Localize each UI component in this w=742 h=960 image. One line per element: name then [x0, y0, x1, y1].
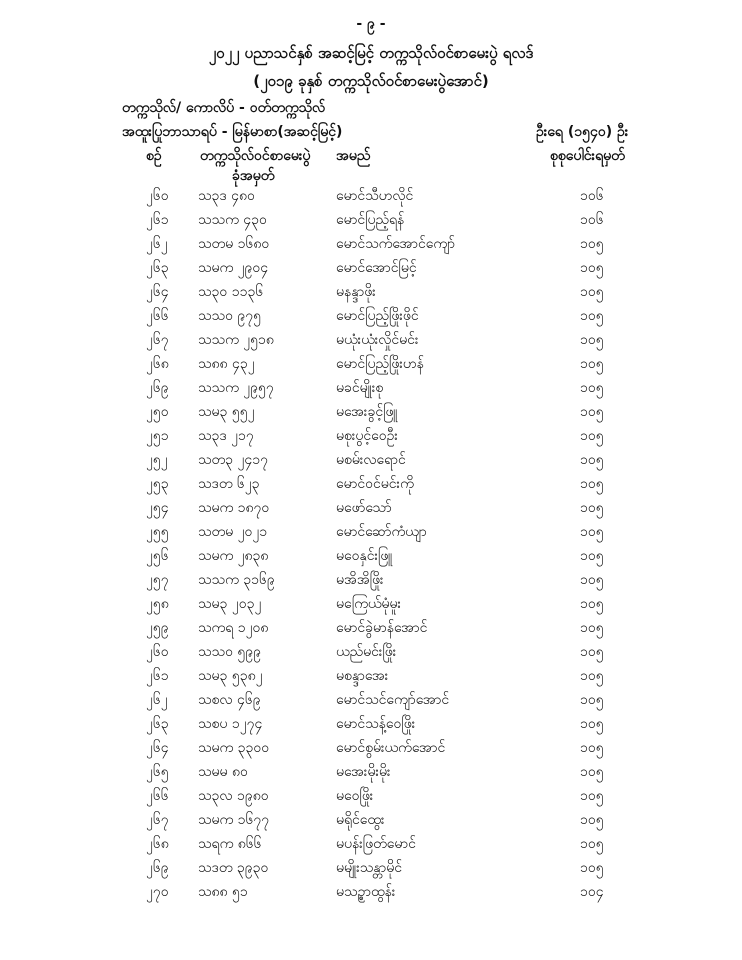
table-row [0, 714, 742, 738]
total-mark: ၁၀၅ [580, 308, 604, 324]
student-name: မောင်သက်အောင်ကျော် [336, 236, 456, 252]
roll-number: သစပ ၁၂၇၄ [198, 716, 263, 732]
header-name: အမည် [336, 148, 371, 164]
row-number: ၂၆၉ [146, 860, 169, 876]
student-name: မောင်ခွဲမာန်အောင် [336, 620, 428, 636]
row-number: ၂၆၀ [146, 644, 169, 660]
total-mark: ၁၀၅ [580, 548, 604, 564]
total-mark: ၁၀၆ [580, 188, 604, 204]
total-mark: ၁၀၅ [580, 500, 604, 516]
roll-number: သသက ၂၉၅၇ [198, 380, 274, 396]
table-row [0, 354, 742, 378]
student-name: မခင်မျိုးစု [336, 380, 384, 396]
row-number: ၂၆၄ [146, 740, 169, 756]
row-number: ၂၅၆ [146, 548, 169, 564]
row-number: ၂၅၅ [146, 524, 169, 540]
roll-number: သတမ ၂၀၂၁ [198, 524, 268, 540]
row-number: ၂၅၇ [146, 572, 169, 588]
table-row [0, 498, 742, 522]
roll-number: သ၈၈ ၅၁ [198, 884, 248, 900]
student-name: မအေးခွင့်ဖြူ [336, 404, 398, 420]
roll-number: သ၃ဒ ၄၈၀ [198, 188, 255, 204]
student-name: မောင်အောင်မြင့် [336, 260, 417, 276]
row-number: ၂၆၈ [146, 836, 169, 852]
document-subtitle: (၂၀၁၉ ခုနှစ် တက္ကသိုလ်ဝင်စာမေးပွဲအောင်) [253, 72, 489, 90]
total-mark: ၁၀၅ [580, 740, 604, 756]
student-name: မရိုင်ထွေး [336, 812, 385, 828]
table-row [0, 570, 742, 594]
roll-number: သမ၃ ၅၅၂ [198, 404, 255, 420]
table-row [0, 402, 742, 426]
student-name: မနန္ဒာဖိုး [336, 284, 376, 300]
total-mark: ၁၀၄ [580, 884, 604, 900]
student-name: မသဉ္စာထွန်း [336, 884, 396, 900]
roll-number: သ၃ဒ ၂၁၇ [198, 428, 254, 444]
student-name: မဝေနှင်းဖြူ [336, 548, 393, 564]
student-name: မောင်သန့်ဝေဖြိုး [336, 716, 416, 732]
total-mark: ၁၀၅ [580, 428, 604, 444]
table-row [0, 474, 742, 498]
roll-number: သမက ၁၈၇၀ [198, 500, 270, 516]
table-row [0, 762, 742, 786]
row-number: ၂၆၇ [146, 332, 169, 348]
total-mark: ၁၀၆ [580, 212, 604, 228]
student-name: မောင်ဆော်ကံယျာ [336, 524, 427, 540]
student-name: မဝေဖြိုး [336, 788, 374, 804]
total-mark: ၁၀၅ [580, 452, 604, 468]
student-name: မပန်းဖြတ်မောင် [336, 836, 416, 852]
total-mark: ၁၀၅ [580, 836, 604, 852]
total-mark: ၁၀၅ [580, 668, 604, 684]
student-name: မောင်စွမ်းယက်အောင် [336, 740, 446, 756]
row-number: ၂၆၈ [146, 356, 169, 372]
subject-line: အထူးပြုဘာသာရပ် - မြန်မာစာ(အဆင့်မြင့်) [122, 124, 343, 140]
row-number: ၂၅၁ [146, 428, 169, 444]
table-row [0, 690, 742, 714]
student-name: မောင်သင်ကျော်အောင် [336, 692, 450, 708]
table-row [0, 330, 742, 354]
total-mark: ၁၀၅ [580, 596, 604, 612]
roll-number: သမက ၃၃၀၀ [198, 740, 270, 756]
table-row [0, 546, 742, 570]
row-number: ၂၆၂ [146, 692, 168, 708]
row-number: ၂၆၆ [146, 308, 169, 324]
roll-number: သမ၃ ၂၀၃၂ [198, 596, 262, 612]
header-mark: စုစုပေါင်းရမှတ် [550, 148, 625, 164]
row-number: ၂၆၉ [146, 380, 169, 396]
table-row [0, 594, 742, 618]
total-mark: ၁၀၅ [580, 380, 604, 396]
total-mark: ၁၀၅ [580, 332, 604, 348]
table-row [0, 378, 742, 402]
row-number: ၂၆၆ [146, 788, 169, 804]
table-row [0, 882, 742, 906]
total-mark: ၁၀၅ [580, 284, 604, 300]
roll-number: သသ၀ ၉၇၅ [198, 308, 262, 324]
total-mark: ၁၀၅ [580, 620, 604, 636]
roll-number: သတမ ၁၆၈၀ [198, 236, 270, 252]
student-name: မယုံးယုံးလှိုင်မင်း [336, 332, 419, 348]
roll-number: သဒတ ၃၉၃၀ [198, 860, 269, 876]
document-title: ၂၀၂၂ ပညာသင်နှစ် အဆင့်မြင့် တက္ကသိုလ်ဝင်စာမေးပွဲ ရလဒ် [208, 44, 534, 62]
row-number: ၂၆၁ [146, 668, 169, 684]
roll-number: သမမ ၈၀ [198, 764, 248, 780]
total-mark: ၁၀၅ [580, 476, 604, 492]
student-name: မောင်ဝင်မင်းကို [336, 476, 414, 492]
total-mark: ၁၀၅ [580, 812, 604, 828]
row-number: ၂၆၀ [146, 188, 169, 204]
student-name: မကြေယ်မုံမူး [336, 596, 402, 612]
table-row [0, 786, 742, 810]
roll-number: သဒတ ၆၂၃ [198, 476, 260, 492]
row-number: ၂၅၄ [146, 500, 169, 516]
row-number: ၂၅၀ [146, 404, 169, 420]
total-mark: ၁၀၅ [580, 644, 604, 660]
roll-number: သမက ၁၆၇၇ [198, 812, 270, 828]
roll-number: သစလ ၄၆၉ [198, 692, 261, 708]
table-row [0, 666, 742, 690]
row-number: ၂၆၇ [146, 812, 169, 828]
student-name: မစန္ဒာအေး [336, 668, 389, 684]
table-row [0, 522, 742, 546]
header-roll-2: ခုံအမှတ် [232, 168, 275, 184]
total-mark: ၁၀၅ [580, 260, 604, 276]
student-name: မအိအိဖြိုး [336, 572, 384, 588]
student-name: ယည်မင်းဖြိုး [336, 644, 397, 660]
table-row [0, 210, 742, 234]
table-row [0, 618, 742, 642]
results-table [0, 186, 742, 926]
total-mark: ၁၀၅ [580, 404, 604, 420]
table-row [0, 450, 742, 474]
row-number: ၂၆၅ [146, 764, 169, 780]
table-row [0, 738, 742, 762]
row-number: ၂၅၃ [146, 476, 169, 492]
total-mark: ၁၀၅ [580, 572, 604, 588]
student-name: မမျိုးသန္တာမိုင် [336, 860, 403, 876]
page-number: - ၉ - [356, 16, 386, 32]
row-number: ၂၅၉ [146, 620, 169, 636]
student-name: မောင်ပြည့်ဖြိုးဟန် [336, 356, 424, 372]
student-name: မောင်ပြည့်ဖြိုးဖိုင် [336, 308, 419, 324]
university-line: တက္ကသိုလ်/ ကောလိပ် - ဝတ်တက္ကသိုလ် [122, 100, 326, 116]
header-no: စဉ် [146, 148, 162, 164]
roll-number: သမက ၂၈၃၈ [198, 548, 269, 564]
table-row [0, 306, 742, 330]
roll-number: သ၈၈ ၄၃၂ [198, 356, 255, 372]
total-mark: ၁၀၅ [580, 716, 604, 732]
row-number: ၂၆၁ [146, 212, 169, 228]
row-number: ၂၆၃ [146, 716, 169, 732]
row-number: ၂၅၈ [146, 596, 169, 612]
row-number: ၂၆၄ [146, 284, 169, 300]
row-number: ၂၆၃ [146, 260, 169, 276]
table-row [0, 642, 742, 666]
roll-number: သမက ၂၉၀၄ [198, 260, 269, 276]
roll-number: သကရ ၁၂၀၈ [198, 620, 269, 636]
roll-number: သသက ၄၃၀ [198, 212, 267, 228]
table-row [0, 810, 742, 834]
roll-number: သသ၀ ၅၉၉ [198, 644, 262, 660]
total-mark: ၁၀၅ [580, 524, 604, 540]
table-row [0, 834, 742, 858]
table-row [0, 426, 742, 450]
table-row [0, 234, 742, 258]
student-name: မောင်သီဟလိုင် [336, 188, 414, 204]
row-number: ၂၆၂ [146, 236, 168, 252]
table-row [0, 282, 742, 306]
total-mark: ၁၀၅ [580, 236, 604, 252]
roll-number: သမ၃ ၅၃၈၂ [198, 668, 263, 684]
roll-number: သ၃လ ၁၉၈၀ [198, 788, 269, 804]
table-row [0, 858, 742, 882]
student-name: မအေးမိုးမိုး [336, 764, 391, 780]
student-name: မောင်ပြည့်ရန် [336, 212, 405, 228]
table-row [0, 186, 742, 210]
total-mark: ၁၀၅ [580, 692, 604, 708]
student-name: မစုးပွင့်ဝေဦး [336, 428, 398, 444]
student-name: မဖော်သော် [336, 500, 392, 516]
roll-number: သသက ၂၅၁၈ [198, 332, 274, 348]
total-mark: ၁၀၅ [580, 764, 604, 780]
row-number: ၂၇၀ [146, 884, 169, 900]
row-number: ၂၅၂ [146, 452, 168, 468]
roll-number: သတ၃ ၂၄၁၇ [198, 452, 268, 468]
roll-number: သသက ၃၁၆၉ [198, 572, 275, 588]
student-name: မစမ်းလရောင် [336, 452, 406, 468]
total-mark: ၁၀၅ [580, 788, 604, 804]
total-count: ဦးရေ (၁၅၄၀) ဦး [536, 124, 629, 140]
roll-number: သရက ၈၆၆ [198, 836, 262, 852]
total-mark: ၁၀၅ [580, 860, 604, 876]
total-mark: ၁၀၅ [580, 356, 604, 372]
table-row [0, 258, 742, 282]
header-roll: တက္ကသိုလ်ဝင်စာမေးပွဲ [200, 148, 311, 164]
roll-number: သ၃၀ ၁၁၃၆ [198, 284, 264, 300]
